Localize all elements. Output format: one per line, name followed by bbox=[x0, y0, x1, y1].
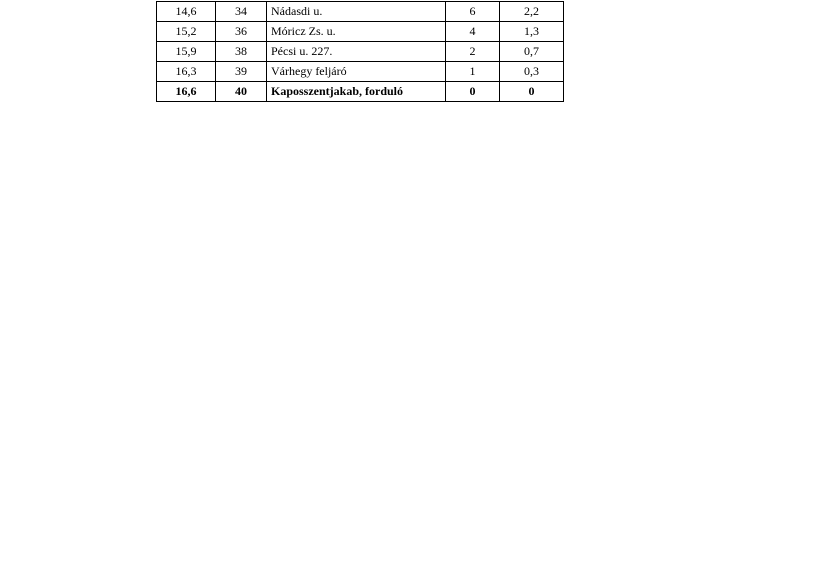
minute-cell: 38 bbox=[216, 42, 267, 62]
distance-cell: 15,9 bbox=[157, 42, 216, 62]
value-b-cell: 1,3 bbox=[500, 22, 564, 42]
value-a-cell: 4 bbox=[446, 22, 500, 42]
value-a-cell: 6 bbox=[446, 2, 500, 22]
value-b-cell: 2,2 bbox=[500, 2, 564, 22]
distance-cell: 16,3 bbox=[157, 62, 216, 82]
table-row bbox=[157, 62, 564, 82]
value-b-cell: 0,7 bbox=[500, 42, 564, 62]
minute-cell: 36 bbox=[216, 22, 267, 42]
timetable-body bbox=[157, 2, 564, 102]
table-row bbox=[157, 2, 564, 22]
distance-cell: 16,6 bbox=[157, 82, 216, 102]
minute-cell: 39 bbox=[216, 62, 267, 82]
minute-cell: 40 bbox=[216, 82, 267, 102]
stop-name-cell: Pécsi u. 227. bbox=[267, 42, 446, 62]
stop-name-cell: Várhegy feljáró bbox=[267, 62, 446, 82]
value-a-cell: 2 bbox=[446, 42, 500, 62]
stop-name-cell: Kaposszentjakab, forduló bbox=[267, 82, 446, 102]
timetable bbox=[156, 1, 564, 102]
stop-name-cell: Nádasdi u. bbox=[267, 2, 446, 22]
value-b-cell: 0,3 bbox=[500, 62, 564, 82]
value-a-cell: 1 bbox=[446, 62, 500, 82]
value-b-cell: 0 bbox=[500, 82, 564, 102]
table-row-terminus bbox=[157, 82, 564, 102]
stop-name-cell: Móricz Zs. u. bbox=[267, 22, 446, 42]
minute-cell: 34 bbox=[216, 2, 267, 22]
table-row bbox=[157, 22, 564, 42]
distance-cell: 15,2 bbox=[157, 22, 216, 42]
value-a-cell: 0 bbox=[446, 82, 500, 102]
table-row bbox=[157, 42, 564, 62]
distance-cell: 14,6 bbox=[157, 2, 216, 22]
